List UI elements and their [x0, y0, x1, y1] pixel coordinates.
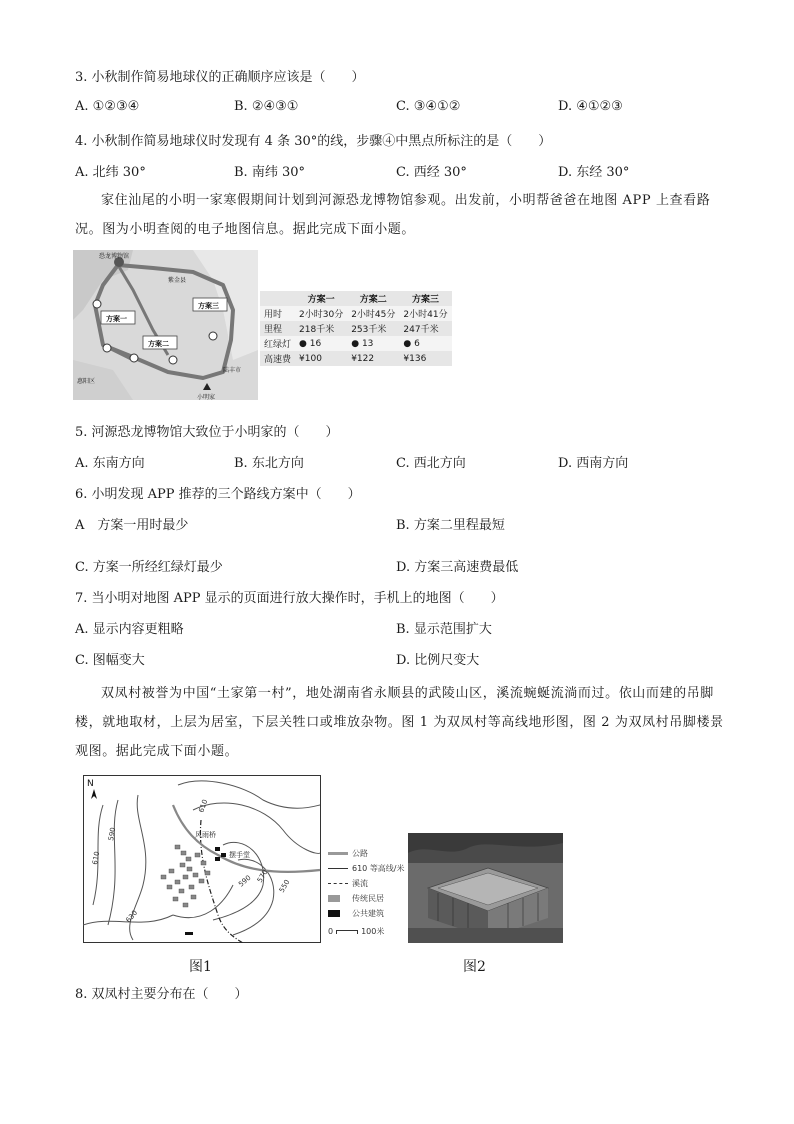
q5-stem: 5. 河源恐龙博物馆大致位于小明家的（ ） [75, 425, 339, 440]
scale-bar [328, 924, 405, 939]
table-cell: ¥136 [399, 351, 451, 366]
bridge-label: 风雨桥 [195, 831, 216, 839]
q3-option-c: C. ③④①② [396, 99, 461, 114]
contour-label: 590 [237, 873, 253, 889]
q4-option-c: C. 西经 30° [396, 165, 467, 180]
route-table-header-cell: 方案三 [399, 291, 451, 306]
zijin-label: 紫金县 [168, 277, 187, 284]
traffic-icon [130, 354, 138, 362]
table-cell: 253千米 [347, 321, 399, 336]
table-cell: 218千米 [295, 321, 347, 336]
table-row [260, 351, 452, 366]
table-cell [399, 336, 451, 351]
route-table-header-cell: 方案一 [295, 291, 347, 306]
legend-item-dwelling [328, 891, 405, 906]
q8-stem: 8. 双凤村主要分布在（ ） [75, 987, 248, 1002]
map-legend [328, 846, 405, 939]
q5-option-d: D. 西南方向 [558, 456, 629, 471]
table-cell-value: 13 [361, 338, 374, 349]
q6-option-c: C. 方案一所经红绿灯最少 [75, 560, 223, 575]
figure-2-caption: 图2 [463, 959, 486, 975]
contour-label: 630 [124, 908, 140, 925]
q7-option-d: D. 比例尺变大 [396, 653, 480, 668]
legend-label: 传统民居 [352, 894, 384, 903]
traffic-light-icon: ● [299, 338, 307, 349]
table-cell: 红绿灯 [260, 336, 295, 351]
q3-option-a: A. ①②③④ [75, 99, 140, 114]
table-cell: 高速费 [260, 351, 295, 366]
figure-1-caption: 图1 [189, 959, 212, 975]
q4-stem: 4. 小秋制作简易地球仪时发现有 4 条 30°的线，步骤④中黑点所标注的是（ ） [75, 134, 552, 149]
scale-zero: 0 [328, 927, 334, 936]
plan3-label: 方案三 [198, 302, 219, 310]
north-label: N [87, 779, 94, 789]
table-cell: ¥100 [295, 351, 347, 366]
legend-label: 公路 [352, 849, 368, 858]
q7-option-a: A. 显示内容更粗略 [75, 622, 184, 637]
route-table-header-cell [260, 291, 295, 306]
contour-label: 590 [107, 826, 118, 842]
table-cell [347, 336, 399, 351]
home-label: 小明家 [197, 394, 216, 400]
legend-label: 公共建筑 [352, 909, 384, 918]
hall-label: 摆手堂 [229, 851, 250, 859]
traffic-icon [209, 332, 217, 340]
traffic-light-icon: ● [351, 338, 360, 349]
contour-label: 550 [277, 878, 292, 894]
legend-item-road [328, 846, 405, 861]
q7-stem: 7. 当小明对地图 APP 显示的页面进行放大操作时，手机上的地图（ ） [75, 591, 504, 606]
q7-option-b: B. 显示范围扩大 [396, 622, 492, 637]
table-cell-value: 6 [414, 338, 420, 349]
contour-label: 570 [255, 868, 270, 884]
stilt-house-photo [408, 833, 563, 943]
q3-stem: 3. 小秋制作简易地球仪的正确顺序应该是（ ） [75, 70, 365, 85]
q4-option-a: A. 北纬 30° [75, 165, 146, 180]
contour-map [83, 775, 321, 943]
q6-stem: 6. 小明发现 APP 推荐的三个路线方案中（ ） [75, 487, 361, 502]
public-building [215, 857, 220, 861]
q4-option-b: B. 南纬 30° [234, 165, 305, 180]
table-cell: ¥122 [347, 351, 399, 366]
q6-option-d: D. 方案三高速费最低 [396, 560, 519, 575]
q6-option-a: A 方案一用时最少 [75, 518, 189, 533]
table-cell [295, 336, 347, 351]
legend-item-contour [328, 861, 405, 876]
q6-option-b: B. 方案二里程最短 [396, 518, 505, 533]
contour-label: 610 [197, 798, 210, 814]
scale-label: 100米 [361, 927, 385, 936]
legend-label: 溪流 [352, 879, 368, 888]
public-building [221, 853, 226, 857]
q7-option-c: C. 图幅变大 [75, 653, 145, 668]
plan1-label: 方案一 [106, 315, 127, 323]
route-table-header [260, 291, 452, 306]
q4-option-d: D. 东经 30° [558, 165, 630, 180]
plan2-label: 方案二 [148, 340, 169, 348]
q5-option-a: A. 东南方向 [75, 456, 145, 471]
route-table-header-cell: 方案二 [347, 291, 399, 306]
traffic-icon [103, 344, 111, 352]
table-cell-value: 16 [309, 338, 322, 349]
traffic-light-icon: ● [403, 338, 412, 349]
route-table [260, 291, 452, 366]
table-cell: 247千米 [399, 321, 451, 336]
table-cell: 里程 [260, 321, 295, 336]
traffic-icon [169, 356, 177, 364]
q5-option-c: C. 西北方向 [396, 456, 466, 471]
table-cell: 2小时45分 [347, 306, 399, 321]
table-row [260, 306, 452, 321]
museum-label: 恐龙博物馆 [99, 253, 130, 260]
legend-label: 610 等高线/米 [352, 864, 405, 873]
q3-option-b: B. ②④③① [234, 99, 299, 114]
table-row [260, 321, 452, 336]
traffic-icon [93, 300, 101, 308]
legend-item-stream [328, 876, 405, 891]
public-building [215, 847, 220, 851]
route-map [73, 250, 258, 400]
table-cell: 2小时41分 [399, 306, 451, 321]
lufeng-label: 陆丰市 [223, 367, 242, 374]
passage-2: 双凤村被誉为中国“土家第一村”，地处湖南省永顺县的武陵山区，溪流蜿蜒流淌而过。依山而建的吊脚楼，就地取材，上层为居室，下层关牲口或堆放杂物。图 1 为双凤村等高线地形图，图 2 为双凤村吊脚楼景观图。据此完成下面小题。 [75, 686, 724, 759]
q3-option-d: D. ④①②③ [558, 99, 623, 114]
passage-1: 家住汕尾的小明一家寒假期间计划到河源恐龙博物馆参观。出发前，小明帮爸爸在地图 APP 上查看路况。图为小明查阅的电子地图信息。据此完成下面小题。 [75, 193, 711, 237]
contour-label: 610 [91, 850, 102, 866]
table-cell: 2小时30分 [295, 306, 347, 321]
q5-option-b: B. 东北方向 [234, 456, 304, 471]
legend-item-public [328, 906, 405, 921]
table-row [260, 336, 452, 351]
huiyang-label: 惠阳区 [77, 378, 96, 385]
table-cell: 用时 [260, 306, 295, 321]
